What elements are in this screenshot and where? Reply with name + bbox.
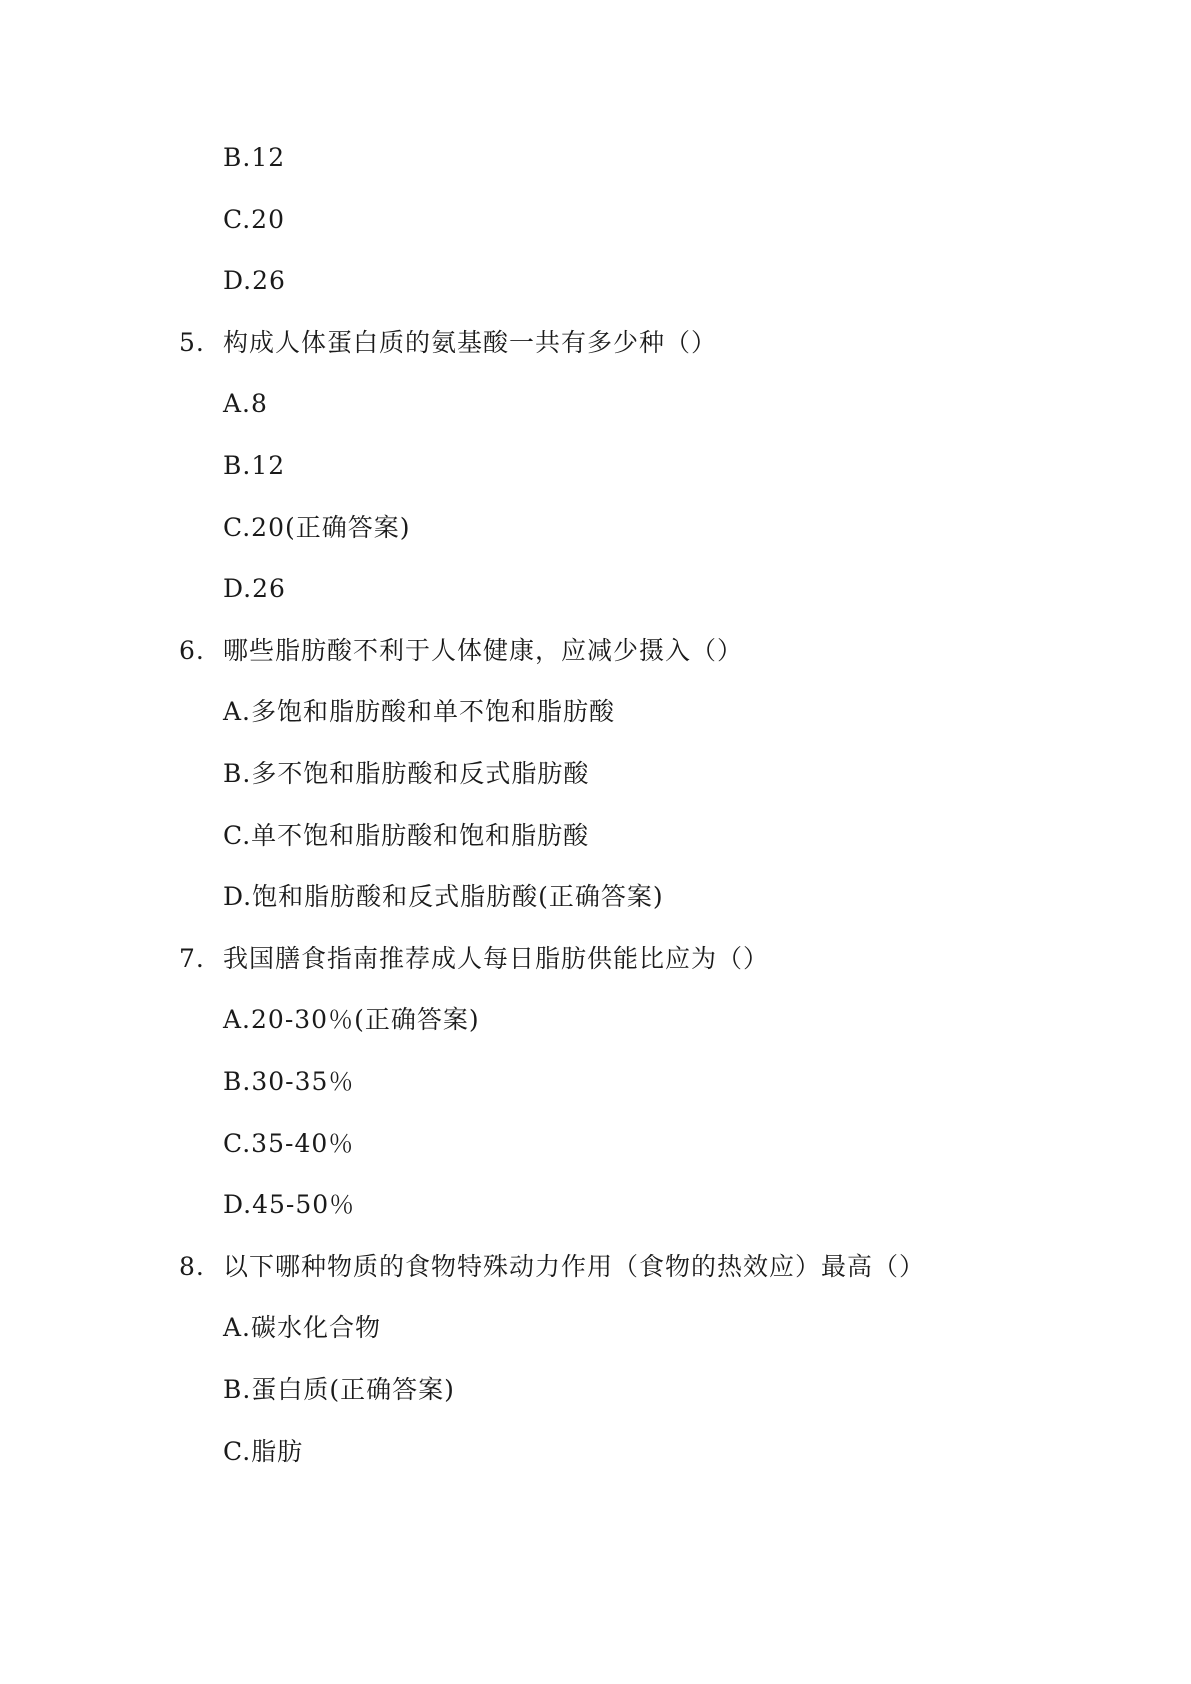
answer-option: B.多不饱和脂肪酸和反式脂肪酸 [223, 759, 590, 788]
answer-option: A.8 [223, 389, 268, 418]
answer-option: D.饱和脂肪酸和反式脂肪酸(正确答案) [223, 882, 664, 911]
question-text: 以下哪种物质的食物特殊动力作用（食物的热效应）最高（） [223, 1252, 926, 1281]
question-line [179, 635, 743, 667]
answer-option: B.12 [223, 143, 286, 172]
question-number: 8. [179, 1252, 205, 1281]
question-line [179, 327, 717, 359]
answer-option: B.蛋白质(正确答案) [223, 1375, 455, 1404]
answer-option: D.45-50％ [223, 1190, 356, 1219]
question-text: 哪些脂肪酸不利于人体健康，应减少摄入（） [223, 636, 744, 665]
question-number: 7. [179, 944, 205, 973]
answer-option: A.碳水化合物 [223, 1313, 382, 1342]
question-number: 5. [179, 328, 205, 357]
answer-option: D.26 [223, 574, 286, 603]
question-text: 我国膳食指南推荐成人每日脂肪供能比应为（） [223, 944, 770, 973]
question-text: 构成人体蛋白质的氨基酸一共有多少种（） [223, 328, 718, 357]
answer-option: B.12 [223, 451, 286, 480]
answer-option: D.26 [223, 266, 286, 295]
answer-option: C.单不饱和脂肪酸和饱和脂肪酸 [223, 821, 590, 850]
answer-option: C.20(正确答案) [223, 513, 411, 542]
answer-option: B.30-35％ [223, 1067, 355, 1096]
answer-option: C.35-40％ [223, 1129, 355, 1158]
answer-option: A.多饱和脂肪酸和单不饱和脂肪酸 [223, 697, 616, 726]
answer-option: C.脂肪 [223, 1437, 304, 1466]
question-line [179, 943, 769, 975]
answer-option: A.20-30％(正确答案) [223, 1005, 480, 1034]
question-line [179, 1251, 925, 1283]
question-number: 6. [179, 636, 205, 665]
answer-option: C.20 [223, 205, 285, 234]
